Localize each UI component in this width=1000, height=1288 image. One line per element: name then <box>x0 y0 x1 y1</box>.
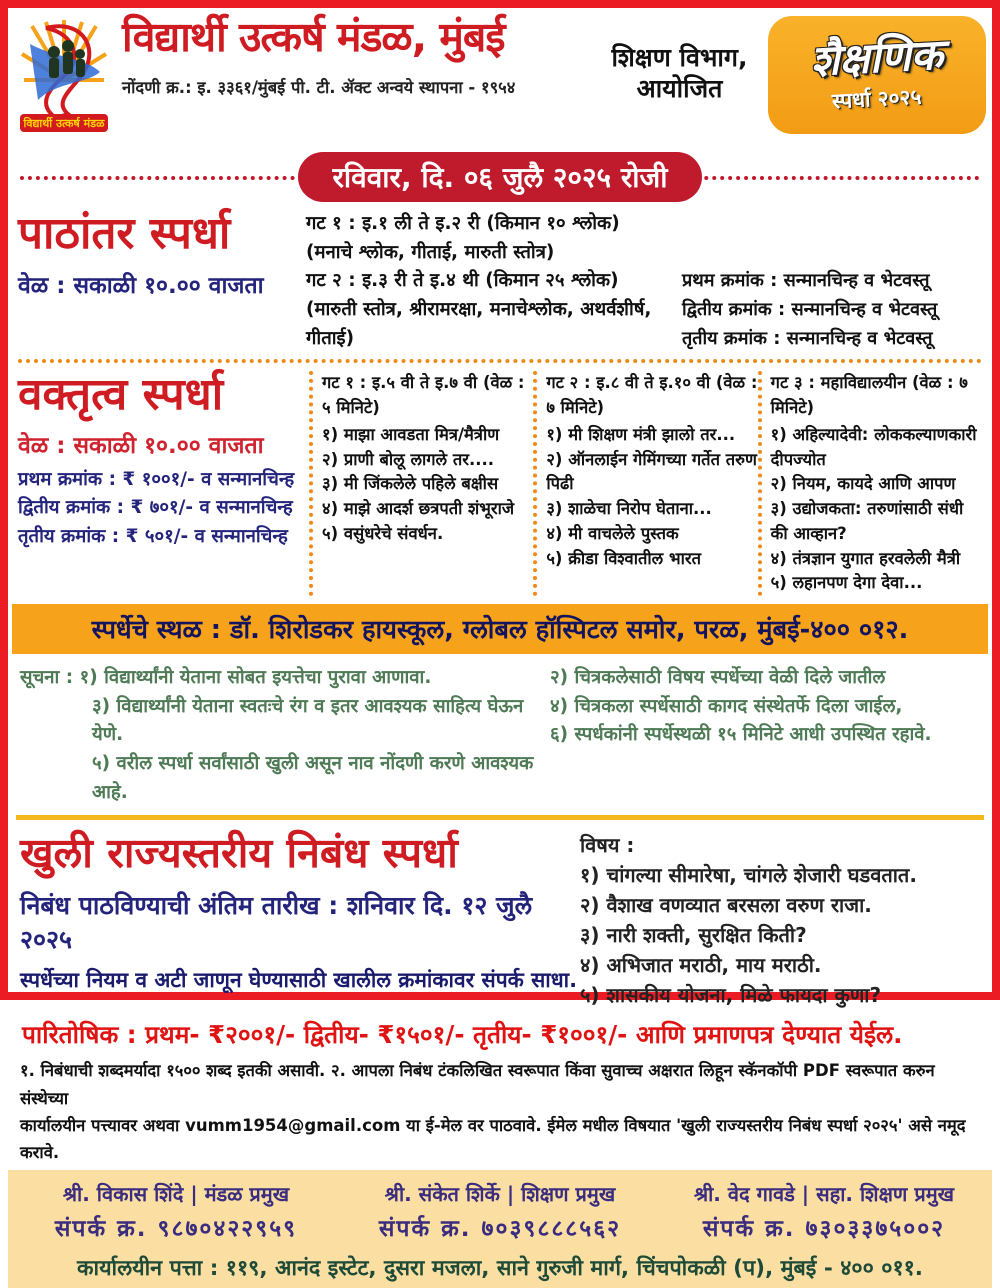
date-banner: रविवार, दि. ०६ जुलै २०२५ रोजी <box>298 152 701 202</box>
note-line: ५) वरील स्पर्धा सर्वांसाठी खुली असून नाव नोंदणी करणे आवश्यक आहे. <box>92 753 534 803</box>
essay-topic: २) वैशाख वणव्यात बरसला वरुण राजा. <box>580 893 872 918</box>
prize-line: तृतीय क्रमांक : सन्मानचिन्ह व भेटवस्तू <box>682 327 933 349</box>
essay-topics-label: विषय : <box>580 833 635 858</box>
note-item: १) विद्यार्थ्यांनी येताना सोबत इयत्तेचा पुरावा आणावा. <box>79 667 432 689</box>
dotted-divider <box>18 359 982 363</box>
group-heading: गट ३ : महाविद्यालयीन (वेळ : ७ मिनिटे) <box>770 373 968 418</box>
essay-rules <box>8 1053 992 1170</box>
pathantar-prizes <box>682 210 982 353</box>
contacts-row <box>14 1180 986 1243</box>
essay-contact-note: स्पर्धेच्या नियम व अटी जाणून घेण्यासाठी खालील क्रमांकावर संपर्क साधा. <box>20 967 578 992</box>
office-address: कार्यालयीन पत्ता : ११९, आनंद इस्टेट, दुसरा मजला, साने गुरुजी मार्ग, चिंचपोकळी (प), मुंबई - ४०० ०११. <box>77 1256 923 1282</box>
essay-topic: ३) नारी शक्ती, सुरक्षित किती? <box>580 923 807 948</box>
pathantar-time: वेळ : सकाळी १०.०० वाजता <box>18 273 264 300</box>
section-pathantar <box>8 202 992 357</box>
vaktrutva-group-3 <box>758 371 982 596</box>
vaktrutva-group-1 <box>309 371 533 596</box>
essay-title: खुली राज्यस्तरीय निबंध स्पर्धा <box>20 829 458 878</box>
topic: २) नियम, कायदे आणि आपण <box>770 474 956 494</box>
prize-line: द्वितीय क्रमांक : ₹ ७०१/- व सन्मानचिन्ह <box>18 497 293 519</box>
contact-card <box>14 1180 338 1243</box>
pathantar-group-line: गट १ : इ.१ ली ते इ.२ री (किमान १० श्लोक) <box>306 213 620 234</box>
topic: ५) क्रीडा विश्वातील भारत <box>546 548 701 568</box>
registration-line: नोंदणी क्र.: इ. ३३६१/मुंबई पी. टी. ॲक्ट अन्वये स्थापना - १९५४ <box>122 78 516 98</box>
notes-left <box>20 664 550 807</box>
yellow-divider <box>16 815 984 820</box>
note-line: २) चित्रकलेसाठी विषय स्पर्धेच्या वेळी दिले जातील <box>550 667 886 689</box>
topic: ४) मी वाचलेले पुस्तक <box>546 523 679 543</box>
prize-line: तृतीय क्रमांक : ₹ ५०१/- व सन्मानचिन्ह <box>18 526 288 548</box>
essay-topic: १) चांगल्या सीमारेषा, चांगले शेजारी घडवतात. <box>580 863 917 888</box>
dept-line2: आयोजित <box>636 74 723 104</box>
topic: ३) उद्योजकता: तरुणांसाठी संधी की आव्हान? <box>770 499 964 543</box>
header-middle <box>112 14 597 98</box>
pathantar-group-line: (मनाचे श्लोक, गीताई, मारुती स्तोत्र) <box>306 241 555 263</box>
dept-line1: शिक्षण विभाग, <box>611 43 748 72</box>
footer <box>8 1170 992 1288</box>
topic: १) अहिल्यादेवी: लोककल्याणकारी दीपज्योत <box>770 424 977 469</box>
essay-topic: ४) अभिजात मराठी, माय मराठी. <box>580 953 822 978</box>
department-label <box>597 42 762 105</box>
topic: ३) मी जिंकलेले पहिले बक्षीस <box>322 474 499 494</box>
vaktrutva-left <box>18 371 309 596</box>
org-name: विद्यार्थी उत्कर्ष मंडळ, मुंबई <box>122 13 505 61</box>
topic: १) मी शिक्षण मंत्री झालो तर... <box>546 424 736 444</box>
essay-topics <box>580 830 980 1010</box>
logo-banner-text: विद्यार्थी उत्कर्ष मंडळ <box>23 117 105 130</box>
prize-line: द्वितीय क्रमांक : सन्मानचिन्ह व भेटवस्तू <box>682 298 938 320</box>
event-badge <box>768 16 986 134</box>
note-line: ४) चित्रकला स्पर्धेसाठी कागद संस्थेतर्फे दिला जाईल, <box>550 695 903 717</box>
rules-line-2: कार्यालयीन पत्त्यावर अथवा vumm1954@gmail.com या ई-मेल वर पाठवावे. ईमेल मधील विषयात 'खुली राज्यस्तरीय निबंध स्पर्धा २०२५' असे नमूद करावे. <box>20 1115 966 1163</box>
note-line: ३) विद्यार्थ्यांनी येताना स्वतःचे रंग व इतर आवश्यक साहित्य घेऊन येणे. <box>92 695 524 746</box>
group-heading: गट २ : इ.८ वी ते इ.१० वी (वेळ : ७ मिनिटे) <box>546 373 758 418</box>
pathantar-groups <box>306 210 682 353</box>
prize-line: प्रथम क्रमांक : सन्मानचिन्ह व भेटवस्तू <box>682 269 930 291</box>
essay-deadline: निबंध पाठविण्याची अंतिम तारीख : शनिवार दि. १२ जुलै २०२५ <box>20 890 533 954</box>
section-vaktrutva <box>8 365 992 602</box>
notes-right <box>550 664 980 807</box>
vaktrutva-title: वक्तृत्व स्पर्धा <box>18 369 224 421</box>
section-essay <box>8 824 992 1010</box>
rules-line-1: १. निबंधाची शब्दमर्यादा १५०० शब्द इतकी असावी. २. आपला निबंध टंकलिखित स्वरूपात किंवा सुवाच्च अक्षरात लिहून स्कॅनकॉपी PDF स्वरूपात करुन संस्थेच्या <box>20 1061 935 1108</box>
vaktrutva-prizes <box>18 466 303 552</box>
topic: ४) तंत्रज्ञान युगात हरवलेली मैत्री <box>770 548 961 568</box>
org-logo-icon <box>16 14 112 142</box>
pathantar-group-line: गट २ : इ.३ री ते इ.४ थी (किमान २५ श्लोक) <box>306 270 619 292</box>
essay-topic: ५) शासकीय योजना, मिळे फायदा कुणा? <box>580 983 882 1008</box>
contact-name: श्री. विकास शिंदे | मंडळ प्रमुख <box>62 1182 290 1207</box>
note-line <box>20 664 550 693</box>
group-heading: गट १ : इ.५ वी ते इ.७ वी (वेळ : ५ मिनिटे) <box>322 373 525 418</box>
topic: ५) वसुंधरेचे संवर्धन. <box>322 523 444 543</box>
pathantar-title: पाठांतर स्पर्धा <box>18 208 231 259</box>
essay-prize-line: पारितोषिक : प्रथम- ₹२००१/- द्वितीय- ₹१५०१/- तृतीय- ₹१००१/- आणि प्रमाणपत्र देण्यात येईल. <box>22 1020 903 1050</box>
prize-line: प्रथम क्रमांक : ₹ १००१/- व सन्मानचिन्ह <box>18 468 295 490</box>
vaktrutva-time: वेळ : सकाळी १०.०० वाजता <box>18 432 264 459</box>
contact-name: श्री. वेद गावडे | सहा. शिक्षण प्रमुख <box>693 1182 955 1207</box>
note-line: ६) स्पर्धकांनी स्पर्धेस्थळी १५ मिनिटे आधी उपस्थित रहावे. <box>550 724 932 746</box>
contact-phone: संपर्क क्र. ९८७०४२२९५९ <box>54 1216 298 1243</box>
vaktrutva-group-2 <box>533 371 757 596</box>
badge-title: शैक्षणिक <box>809 29 945 86</box>
topic: ४) माझे आदर्श छत्रपती शंभूराजे <box>322 499 515 519</box>
notes-section <box>8 656 992 811</box>
contact-phone: संपर्क क्र. ७३०३३७५००२ <box>702 1216 946 1243</box>
badge-subtitle: स्पर्धा २०२५ <box>831 84 923 114</box>
date-banner-row <box>8 152 992 202</box>
contact-phone: संपर्क क्र. ७०३९८८८५६२ <box>378 1216 622 1243</box>
header <box>8 8 992 150</box>
topic: ३) शाळेचा निरोप घेताना... <box>546 499 712 519</box>
topic: ५) लहानपण देगा देवा... <box>770 573 923 593</box>
contact-card <box>338 1180 662 1243</box>
pathantar-left <box>18 210 306 353</box>
essay-left <box>20 830 580 1010</box>
pathantar-group-line: (मारुती स्तोत्र, श्रीरामरक्षा, मनाचेश्लोक, अथर्वशीर्ष, गीताई) <box>306 299 652 349</box>
contact-card <box>662 1180 986 1243</box>
topic: १) माझा आवडता मित्र/मैत्रीण <box>322 424 500 444</box>
topic: २) ऑनलाईन गेमिंगच्या गर्तेत तरुण पिढी <box>546 449 757 494</box>
topic: २) प्राणी बोलू लागले तर.... <box>322 449 495 469</box>
contact-name: श्री. संकेत शिर्के | शिक्षण प्रमुख <box>384 1182 616 1207</box>
notes-label: सूचना : <box>20 667 74 689</box>
venue-bar: स्पर्धेचे स्थळ : डॉ. शिरोडकर हायस्कूल, ग्लोबल हॉस्पिटल समोर, परळ, मुंबई-४०० ०१२. <box>12 604 988 654</box>
